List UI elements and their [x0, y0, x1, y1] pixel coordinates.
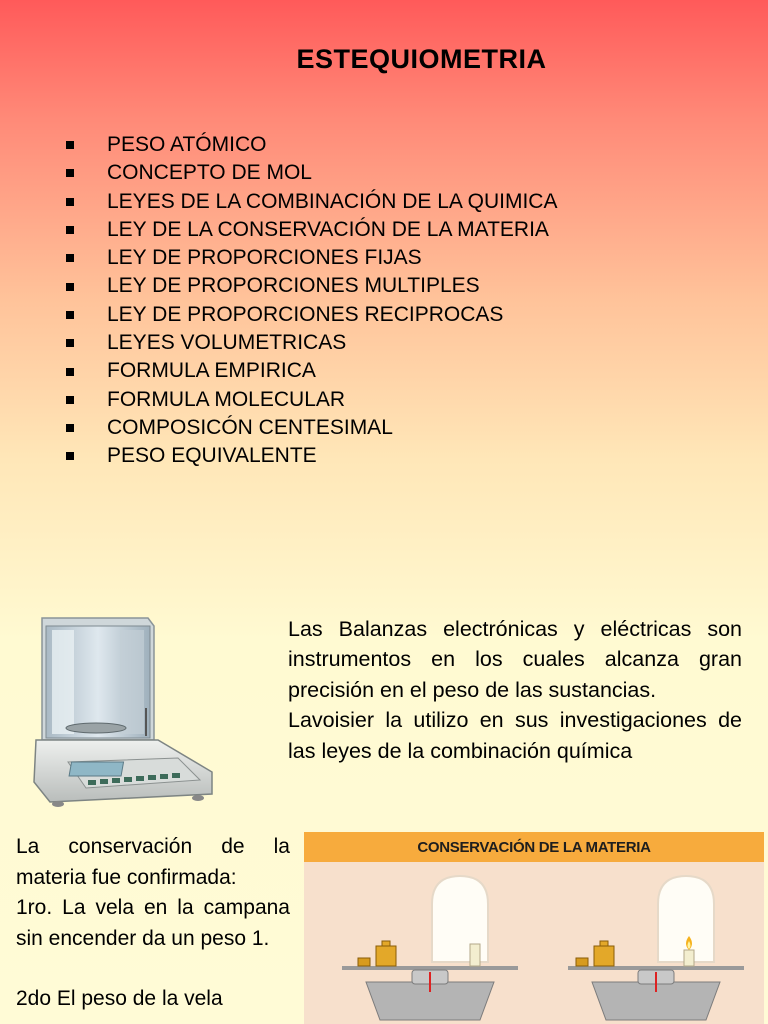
paragraph: Las Balanzas electrónicas y eléctricas son instrumentos en los cuales alcanza gran precisión en el peso de las sustancias.	[288, 617, 742, 702]
list-item: CONCEPTO DE MOL	[62, 159, 557, 187]
square-bullet-icon	[66, 424, 74, 432]
square-bullet-icon	[66, 311, 74, 319]
list-item: LEY DE PROPORCIONES MULTIPLES	[62, 272, 557, 300]
figure-illustration	[304, 862, 764, 1024]
list-item: LEYES DE LA COMBINACIÓN DE LA QUIMICA	[62, 188, 557, 216]
balance-description	[288, 614, 742, 766]
square-bullet-icon	[66, 452, 74, 460]
conservation-description	[16, 832, 290, 1015]
square-bullet-icon	[66, 396, 74, 404]
analytical-balance-image	[28, 612, 216, 817]
paragraph: Lavoisier la utilizo en sus investigaciones de las leyes de la combinación química	[288, 708, 742, 763]
square-bullet-icon	[66, 141, 74, 149]
square-bullet-icon	[66, 368, 74, 376]
figure-header: CONSERVACIÓN DE LA MATERIA	[304, 832, 764, 862]
list-item: LEY DE PROPORCIONES RECIPROCAS	[62, 301, 557, 329]
square-bullet-icon	[66, 283, 74, 291]
paragraph: 2do El peso de la vela	[16, 987, 223, 1011]
topic-list	[62, 131, 557, 471]
paragraph: 1ro. La vela en la campana sin encender da un peso 1.	[16, 896, 290, 950]
list-item: FORMULA EMPIRICA	[62, 357, 557, 385]
conservation-figure	[304, 832, 764, 1024]
square-bullet-icon	[66, 169, 74, 177]
square-bullet-icon	[66, 198, 74, 206]
list-item: PESO ATÓMICO	[62, 131, 557, 159]
square-bullet-icon	[66, 339, 74, 347]
list-item: LEY DE LA CONSERVACIÓN DE LA MATERIA	[62, 216, 557, 244]
list-item: LEY DE PROPORCIONES FIJAS	[62, 244, 557, 272]
square-bullet-icon	[66, 254, 74, 262]
paragraph: La conservación de la materia fue confirmada:	[16, 835, 290, 889]
page-title: ESTEQUIOMETRIA	[296, 44, 547, 74]
list-item: PESO EQUIVALENTE	[62, 442, 557, 470]
square-bullet-icon	[66, 226, 74, 234]
list-item: FORMULA MOLECULAR	[62, 386, 557, 414]
list-item: COMPOSICÓN CENTESIMAL	[62, 414, 557, 442]
list-item: LEYES VOLUMETRICAS	[62, 329, 557, 357]
balance-scales-illustration	[304, 862, 764, 1024]
